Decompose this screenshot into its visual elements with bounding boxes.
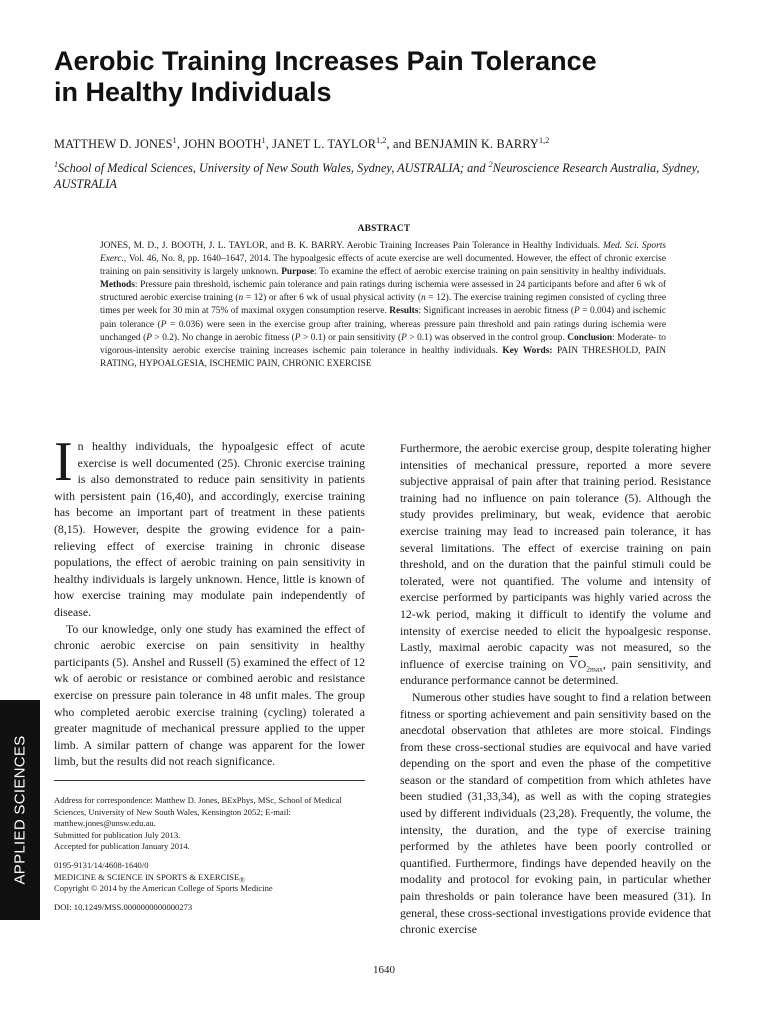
paragraph-text: n healthy individuals, the hypoalgesic effect of acute exercise is well documented (25). Chronic exercise training is also demonstrated to reduce pain sensitivity in patients with persistent pain (16,40), and accordingly, exercise training has become an important part of treatment in these patients (8,15). However, despite the growing evidence for a pain-relieving effect of exercise training in chronic disease populations, the effect of aerobic training on pain sensitivity in healthy individuals is largely unknown. Hence, little is known of how exercise training may modulate pain independently of disease. [54, 439, 365, 619]
author-name: MATTHEW D. JONES [54, 137, 173, 151]
body-paragraph: Numerous other studies have sought to find a relation between fitness or sporting achievement and pain sensitivity based on the anecdotal observation that athletes are more stoical. Findings from these cross-sectional studies are equivocal and have varied depending on the sport and even the phase of the competitive season or the standard of competition from which athletes have been studied (31,33,34), as well as with the coping strategies used by different individuals (23,28). Frequently, the volume, the intensity, the duration, and the type of exercise training performed by the athletes have been poorly controlled or quantified. Furthermore, findings have depended heavily on the modality and protocol for evoking pain, in particular whether pain thresholds or pain tolerance have been measured (31). In general, these cross-sectional investigations provide evidence that chronic exercise [400, 689, 711, 937]
body-paragraph [54, 431, 365, 621]
side-tab-label: APPLIED SCIENCES [11, 735, 29, 885]
affiliation-marker: 1 [54, 159, 58, 169]
affiliation-marker: 1,2 [538, 135, 550, 145]
results-text: > 0.2). No change in aerobic fitness ( [151, 332, 295, 343]
body-column-right [400, 440, 711, 938]
accepted-date: Accepted for publication January 2014. [54, 841, 190, 852]
doi: DOI: 10.1249/MSS.0000000000000273 [54, 901, 193, 912]
results-text: > 0.1) or pain sensitivity ( [300, 332, 402, 343]
correspondence-address: Address for correspondence: Matthew D. Jones, BExPhys, MSc, School of Medical Sciences, University of New South Wales, Kensington 2052; E-mail: matthew.jones@unsw.edu.au. [54, 795, 342, 829]
title-line-2: in Healthy Individuals [54, 77, 332, 107]
vo2-subscript: 2max [586, 664, 603, 674]
journal-name: Med. Sci. Sports Exerc. [100, 241, 666, 265]
drop-cap: I [54, 431, 73, 493]
results-text: = 0.004) and ischemic pain tolerance ( [100, 306, 666, 330]
italic-symbol: P [573, 306, 580, 317]
results-text: : Significant increases in aerobic fitness ( [418, 306, 574, 317]
keywords-label: Key Words: [502, 345, 553, 356]
conclusion-text: : Moderate- to vigorous-intensity aerobic exercise training increases ischemic pain tolerance in healthy individuals. [100, 332, 666, 356]
citation-text: JONES, M. D., J. BOOTH, J. L. TAYLOR, and B. K. BARRY. Aerobic Training Increases Pain Tolerance in Healthy Individuals. [100, 241, 604, 251]
issn: 0195-9131/14/4608-1640/0 [54, 859, 149, 870]
italic-symbol: n [421, 293, 426, 304]
conclusion-label: Conclusion [567, 332, 613, 343]
results-label: Results [389, 306, 419, 317]
body-column-left [54, 431, 365, 770]
results-text: = 0.036) were seen in the exercise group after training, whereas pressure pain threshold and pain ratings during ischemia were unchanged ( [100, 319, 666, 343]
keywords-text: PAIN THRESHOLD, PAIN RATING, HYPOALGESIA, ISCHEMIC PAIN, CHRONIC EXERCISE [100, 345, 666, 369]
title-line-1: Aerobic Training Increases Pain Tolerance [54, 46, 597, 76]
italic-symbol: P [401, 332, 407, 343]
paragraph-text: Furthermore, the aerobic exercise group, despite tolerating higher intensities of mechanical pressure, reported a more severe subjective appraisal of pain after that training period. Resistance training had no influence on pain tolerance (5). Although the study provides preliminary, but weak, evidence that aerobic exercise training may lead to increased pain tolerance, it has several limitations. The effect of exercise training on pain threshold, and on the duration that the painful stimuli could be tolerated, were not quantified. The volume and intensity of exercise performed by participants was highly varied across the 12-wk period, making it difficult to identify the volume and intensity of exercise needed to elicit the hypoalgesic response. Lastly, maximal aerobic capacity was not measured, so the influence of exercise training on [400, 441, 711, 671]
italic-symbol: n [238, 293, 244, 304]
body-paragraph: To our knowledge, only one study has examined the effect of chronic aerobic exercise on pain sensitivity in healthy participants (5). Anshel and Russell (5) examined the effect of 12 wk of aerobic or resistance or combined aerobic and resistance exercise on pressure pain tolerance in 48 unfit males. The group who completed aerobic exercise training (cycling) tolerated a greater magnitude of mechanical pressure applied to the upper limb. A similar pattern of change was apparent for the lower limb, but the results did not reach significance. [54, 621, 365, 769]
methods-text: = 12). The exercise training regimen consisted of cycling three times per week for 30 min at 75% of maximal oxygen consumption reserve. [100, 293, 666, 317]
body-paragraph [400, 440, 711, 689]
footnote-divider [54, 780, 365, 781]
vo2-symbol: O [577, 656, 587, 671]
author-list [54, 137, 734, 152]
purpose-label: Purpose [281, 267, 314, 278]
affiliation-marker: 1 [172, 135, 177, 145]
affiliation-marker: 2 [488, 159, 493, 169]
section-side-tab [0, 700, 40, 920]
abstract-heading: ABSTRACT [357, 224, 411, 234]
purpose-text: : To examine the effect of aerobic exercise training on pain sensitivity in healthy individuals. [314, 267, 666, 278]
author-name: , and BENJAMIN K. BARRY [386, 137, 539, 151]
abstract-text: , Vol. 46, No. 8, pp. 1640–1647, 2014. The hypoalgesic effects of acute exercise are well documented. However, the effect of chronic exercise training on pain sensitivity is largely unknown. [100, 254, 666, 278]
author-name: , JOHN BOOTH [176, 137, 262, 151]
registered-mark: ® [239, 875, 245, 885]
methods-text: = 12) or after 6 wk of usual physical activity ( [243, 293, 421, 304]
vo2-symbol: $\overline{V}$ [569, 656, 578, 671]
journal-name-footnote [54, 872, 365, 884]
methods-label: Methods [100, 280, 135, 291]
submitted-date: Submitted for publication July 2013. [54, 829, 181, 840]
author-name: , JANET L. TAYLOR [265, 137, 377, 151]
journal-text: MEDICINE & SCIENCE IN SPORTS & EXERCISE [54, 871, 240, 882]
footnote-block [54, 795, 365, 913]
methods-text: : Pressure pain threshold, ischemic pain tolerance and pain ratings during ischemia were assessed in 24 participants before and after 6 wk of structured aerobic exercise training ( [100, 280, 666, 304]
affiliation-text: School of Medical Sciences, University of New South Wales, Sydney, AUSTRALIA; and [58, 161, 489, 175]
affiliations [54, 160, 714, 192]
affiliation-marker: 1,2 [376, 135, 387, 145]
page-number: 1640 [373, 964, 395, 976]
affiliation-text: Neuroscience Research Australia, Sydney, AUSTRALIA [54, 161, 700, 191]
italic-symbol: P [294, 332, 301, 343]
italic-symbol: P [146, 332, 152, 343]
paragraph-text: , pain sensitivity, and endurance performance cannot be determined. [400, 656, 711, 688]
italic-symbol: P [160, 319, 167, 330]
results-text: > 0.1) was observed in the control group. [406, 332, 568, 343]
copyright: Copyright © 2014 by the American College of Sports Medicine [54, 883, 273, 894]
abstract-body [100, 240, 666, 371]
affiliation-marker: 1 [261, 135, 266, 145]
article-title [54, 46, 734, 108]
